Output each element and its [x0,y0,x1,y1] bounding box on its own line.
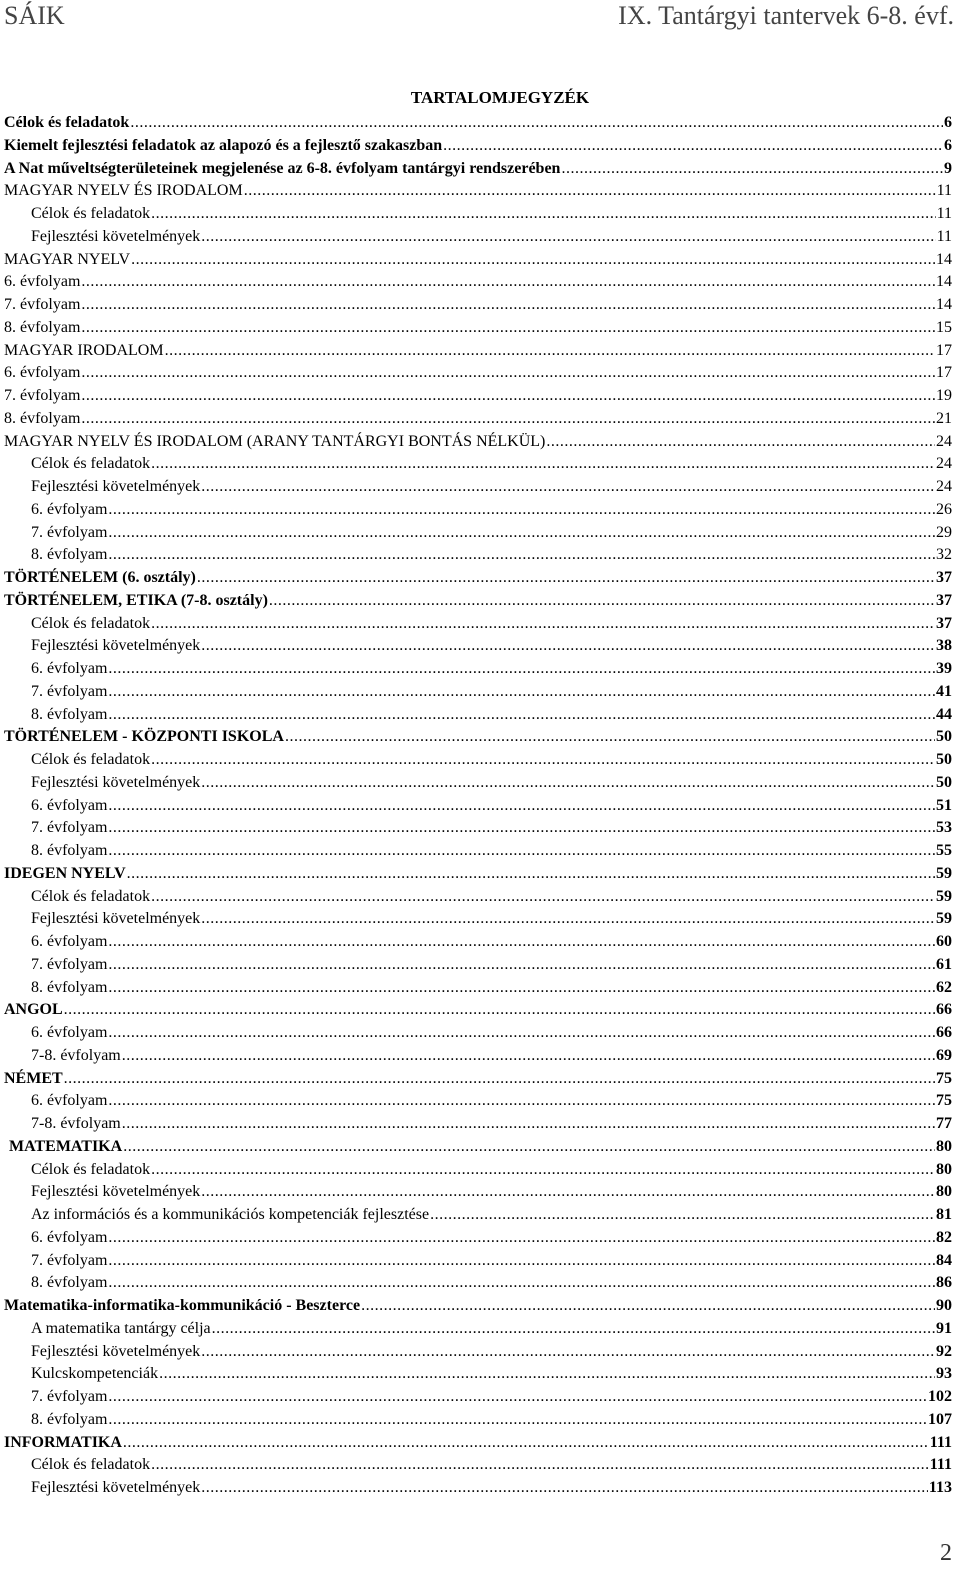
toc-leader-dots [108,704,935,726]
toc-entry-label: Kiemelt fejlesztési feladatok az alapozó és a fejlesztő szakaszban [4,136,443,154]
toc-leader-dots [108,1272,935,1294]
toc-leader-dots [122,1113,935,1135]
toc-entry[interactable] [4,795,952,818]
toc-entry-page: 11 [936,205,952,222]
toc-entry-page: 80 [936,1183,952,1201]
toc-entry-page: 113 [928,1479,952,1496]
toc-entry-label: 6. évfolyam [4,364,81,382]
toc-entry[interactable] [4,112,952,135]
toc-entry[interactable] [4,1477,952,1500]
toc-entry[interactable] [4,249,952,272]
toc-entry[interactable] [4,476,952,499]
toc-entry[interactable] [4,886,952,909]
toc-entry-page: 41 [936,682,952,700]
toc-entry-page: 37 [936,569,952,586]
toc-entry-label: MAGYAR NYELV ÉS IRODALOM (ARANY TANTÁRGYI BONTÁS NÉLKÜL) [4,432,546,450]
toc-entry[interactable] [4,863,952,886]
toc-entry[interactable] [4,1090,952,1113]
toc-leader-dots [108,1227,935,1249]
toc-entry[interactable] [4,1204,952,1227]
toc-entry[interactable] [4,271,952,294]
header-right-title: IX. Tantárgyi tantervek 6-8. évf. [618,1,954,30]
toc-entry[interactable] [4,1113,952,1136]
toc-entry-page: 81 [936,1206,952,1223]
toc-entry[interactable] [4,1295,952,1318]
toc-entry-page: 80 [936,1160,952,1178]
toc-leader-dots [201,908,935,930]
toc-entry[interactable] [4,977,952,1000]
toc-leader-dots [81,408,935,430]
toc-entry[interactable] [4,385,952,408]
toc-entry[interactable] [4,817,952,840]
toc-entry-label: A Nat műveltségterületeinek megjelenése az 6-8. évfolyam tantárgyi rendszerében [4,159,561,177]
toc-entry[interactable] [4,954,952,977]
toc-entry[interactable] [4,408,952,431]
toc-entry-page: 92 [936,1342,952,1360]
toc-entry-page: 111 [929,1433,952,1451]
toc-entry[interactable] [4,294,952,317]
toc-entry-label: Fejlesztési követelmények [31,910,201,928]
toc-leader-dots [123,1136,935,1158]
toc-entry-page: 84 [936,1251,952,1269]
toc-leader-dots [108,1022,935,1044]
toc-leader-dots [244,180,936,202]
toc-entry-page: 82 [936,1228,952,1246]
toc-entry[interactable] [4,1432,952,1455]
toc-leader-dots [81,362,935,384]
toc-title: TARTALOMJEGYZÉK [410,88,590,107]
toc-leader-dots [108,795,935,817]
toc-entry[interactable] [4,772,952,795]
toc-leader-dots [108,1250,935,1272]
toc-entry[interactable] [4,1181,952,1204]
toc-leader-dots [201,226,935,248]
toc-entry[interactable] [4,681,952,704]
toc-leader-dots [81,317,935,339]
toc-leader-dots [151,1159,935,1181]
toc-entry[interactable] [4,180,952,203]
toc-entry-page: 59 [936,864,952,882]
toc-leader-dots [108,522,935,544]
toc-leader-dots [151,749,935,771]
toc-leader-dots [108,658,935,680]
toc-entry-label: 6. évfolyam [31,1092,108,1110]
toc-entry-label: 6. évfolyam [31,1228,108,1246]
toc-leader-dots [201,635,935,657]
toc-leader-dots [81,294,935,316]
toc-leader-dots [108,1386,927,1408]
toc-entry[interactable] [4,340,952,363]
toc-entry[interactable] [4,1386,952,1409]
toc-entry[interactable] [4,1068,952,1091]
toc-entry[interactable] [4,704,952,727]
toc-leader-dots [131,249,935,271]
toc-entry-label: 6. évfolyam [31,933,108,950]
toc-leader-dots [81,385,935,407]
toc-entry-page: 9 [944,159,952,177]
toc-leader-dots [201,772,935,794]
toc-entry[interactable] [4,453,952,476]
toc-entry-page: 66 [936,1001,952,1019]
toc-entry-label: 7. évfolyam [31,1251,108,1269]
toc-entry[interactable] [4,1250,952,1273]
toc-entry-page: 111 [929,1456,952,1474]
toc-entry-page: 44 [936,705,952,723]
toc-leader-dots [546,431,935,453]
toc-entry[interactable] [4,908,952,931]
toc-entry-page: 50 [936,728,952,746]
toc-entry-page: 24 [936,455,952,473]
toc-entry[interactable] [4,1159,952,1182]
toc-entry[interactable] [4,1318,952,1341]
toc-entry[interactable] [4,203,952,226]
toc-entry-label: ANGOL [4,1001,63,1019]
toc-leader-dots [151,886,935,908]
toc-entry[interactable] [4,1363,952,1386]
toc-entry[interactable] [4,362,952,385]
toc-entry[interactable] [4,635,952,658]
toc-entry-label: TÖRTÉNELEM (6. osztály) [4,569,196,586]
toc-leader-dots [201,1341,935,1363]
toc-entry-page: 86 [936,1274,952,1292]
toc-entry-page: 15 [936,318,952,336]
page-number: 2 [940,1540,952,1566]
toc-entry[interactable] [4,317,952,340]
toc-entry-label: MAGYAR NYELV ÉS IRODALOM [4,182,243,200]
toc-leader-dots [151,613,935,635]
toc-entry[interactable] [4,499,952,522]
toc-entry-label: 7. évfolyam [31,523,108,541]
toc-entry-label: 8. évfolyam [31,842,108,859]
toc-entry[interactable] [4,1454,952,1477]
toc-entry-label: Célok és feladatok [31,614,151,632]
toc-entry-label: INFORMATIKA [4,1433,122,1451]
toc-entry-page: 53 [936,819,952,837]
toc-entry-page: 77 [936,1115,952,1132]
toc-entry[interactable] [4,931,952,954]
toc-entry[interactable] [4,431,952,454]
toc-leader-dots [285,726,935,748]
toc-entry-label: Célok és feladatok [31,887,151,905]
toc-leader-dots [130,112,943,134]
toc-entry-label: Fejlesztési követelmények [31,773,201,791]
toc-leader-dots [108,544,935,566]
toc-entry-page: 21 [936,409,952,427]
toc-entry[interactable] [4,1409,952,1432]
toc-leader-dots [108,954,935,976]
toc-leader-dots [81,271,935,293]
toc-entry-label: Fejlesztési követelmények [31,227,201,245]
toc-entry-page: 60 [936,933,952,950]
toc-entry-label: Kulcskompetenciák [31,1365,159,1383]
toc-entry-page: 50 [936,751,952,768]
toc-entry-page: 17 [936,341,952,359]
toc-entry[interactable] [4,1227,952,1250]
toc-entry-page: 17 [936,364,952,382]
toc-entry-label: 7. évfolyam [4,296,81,313]
toc-entry[interactable] [4,522,952,545]
toc-entry-page: 32 [936,546,952,564]
toc-entry-page: 93 [936,1365,952,1383]
toc-entry-page: 75 [936,1092,952,1110]
toc-entry-label: 7. évfolyam [31,682,108,700]
toc-leader-dots [108,1090,935,1112]
toc-entry-label: 8. évfolyam [31,978,108,996]
toc-entry-label: Az információs és a kommunikációs kompetenciák fejlesztése [31,1206,430,1223]
toc-entry-label: MAGYAR IRODALOM [4,341,164,359]
toc-entry[interactable] [4,658,952,681]
toc-leader-dots [64,1068,935,1090]
toc-leader-dots [165,340,935,362]
toc-entry-page: 14 [936,296,952,313]
toc-entry-label: Célok és feladatok [31,205,151,222]
toc-entry-label: 7. évfolyam [31,819,108,837]
toc-entry-page: 107 [928,1410,952,1428]
toc-entry-label: 8. évfolyam [4,409,81,427]
toc-entry[interactable] [4,749,952,772]
toc-entry-page: 55 [936,842,952,859]
toc-entry[interactable] [4,1022,952,1045]
toc-entry-label: 6. évfolyam [31,500,108,518]
toc-leader-dots [108,977,935,999]
toc-entry-page: 6 [944,114,952,131]
toc-leader-dots [212,1318,935,1340]
toc-entry-page: 37 [936,591,952,609]
toc-entry-page: 90 [936,1297,952,1314]
toc-entry[interactable] [4,1272,952,1295]
toc-entry-label: MAGYAR NYELV [4,250,131,268]
toc-leader-dots [159,1363,935,1385]
toc-entry-page: 51 [936,796,952,814]
toc-entry-page: 59 [936,887,952,905]
toc-leader-dots [443,135,943,157]
toc-entry-page: 61 [936,955,952,973]
table-of-contents [4,112,952,1500]
toc-entry-page: 62 [936,978,952,996]
toc-entry-label: Célok és feladatok [31,751,151,768]
toc-leader-dots [361,1295,935,1317]
toc-entry-label: TÖRTÉNELEM, ETIKA (7-8. osztály) [4,591,268,609]
toc-entry-label: Fejlesztési követelmények [31,637,201,655]
toc-leader-dots [430,1204,935,1226]
toc-entry[interactable] [4,840,952,863]
toc-entry-label: 6. évfolyam [31,660,108,677]
toc-entry-page: 11 [936,227,952,245]
toc-entry[interactable] [4,726,952,749]
toc-entry-page: 50 [936,773,952,791]
toc-leader-dots [197,567,935,589]
toc-entry-label: Célok és feladatok [31,1456,151,1474]
toc-entry-label: TÖRTÉNELEM - KÖZPONTI ISKOLA [4,728,284,746]
toc-entry-label: Célok és feladatok [31,455,151,473]
toc-leader-dots [108,840,935,862]
toc-entry[interactable] [4,158,952,181]
toc-entry[interactable] [4,999,952,1022]
toc-entry-label: 7. évfolyam [4,387,81,404]
toc-entry-label: 7. évfolyam [31,955,108,973]
header-left-title: SÁIK [4,1,65,30]
toc-leader-dots [201,476,935,498]
toc-entry[interactable] [4,1045,952,1068]
toc-entry[interactable] [4,590,952,613]
toc-leader-dots [122,1045,935,1067]
toc-entry-page: 102 [928,1388,952,1405]
toc-leader-dots [561,158,943,180]
toc-entry[interactable] [4,226,952,249]
toc-entry[interactable] [4,544,952,567]
toc-leader-dots [108,499,935,521]
toc-entry-page: 75 [936,1069,952,1087]
toc-leader-dots [269,590,935,612]
toc-leader-dots [201,1477,928,1499]
toc-entry[interactable] [4,567,952,590]
toc-entry[interactable] [4,1341,952,1364]
toc-entry-page: 14 [936,273,952,291]
toc-leader-dots [108,1409,927,1431]
toc-entry[interactable] [4,135,952,158]
toc-entry-page: 29 [936,523,952,541]
toc-entry-label: Fejlesztési követelmények [31,1479,201,1496]
toc-entry[interactable] [4,1136,952,1159]
toc-leader-dots [108,817,935,839]
toc-entry-label: 8. évfolyam [31,1274,108,1292]
toc-entry-label: Fejlesztési követelmények [31,1342,201,1360]
toc-leader-dots [108,681,935,703]
toc-entry-label: 7. évfolyam [31,1388,108,1405]
toc-entry-page: 66 [936,1024,952,1041]
toc-entry-label: 7-8. évfolyam [31,1115,121,1132]
toc-leader-dots [151,203,936,225]
toc-entry-page: 38 [936,637,952,655]
toc-leader-dots [201,1181,935,1203]
toc-entry-page: 26 [936,500,952,518]
toc-entry-label: A matematika tantárgy célja [31,1319,211,1337]
toc-entry-label: Matematika-informatika-kommunikáció - Beszterce [4,1297,361,1314]
toc-entry-label: Fejlesztési követelmények [31,478,201,495]
toc-entry-page: 59 [936,910,952,928]
toc-entry-label: 6. évfolyam [31,1024,108,1041]
toc-entry-page: 24 [936,432,952,450]
toc-entry-page: 24 [936,478,952,495]
toc-leader-dots [151,1454,929,1476]
toc-entry-page: 19 [936,387,952,404]
toc-entry-label: 8. évfolyam [4,318,81,336]
toc-entry-label: 8. évfolyam [31,546,108,564]
toc-leader-dots [108,931,935,953]
toc-entry-label: IDEGEN NYELV [4,864,126,882]
toc-entry-label: 6. évfolyam [4,273,81,291]
toc-entry-label: Fejlesztési követelmények [31,1183,201,1201]
toc-entry-page: 37 [936,614,952,632]
toc-leader-dots [151,453,935,475]
toc-entry-page: 11 [936,182,952,200]
toc-leader-dots [127,863,935,885]
toc-entry-label: Célok és feladatok [4,114,130,131]
toc-entry-page: 69 [936,1046,952,1064]
toc-entry-label: 8. évfolyam [31,705,108,723]
toc-entry-label: 7-8. évfolyam [31,1046,121,1064]
toc-entry-label: 8. évfolyam [31,1410,108,1428]
toc-leader-dots [123,1432,929,1454]
toc-entry-page: 14 [936,250,952,268]
toc-entry-label: NÉMET [4,1069,63,1087]
toc-entry-label: 6. évfolyam [31,796,108,814]
toc-entry-label: Célok és feladatok [31,1160,151,1178]
toc-entry-page: 39 [936,660,952,677]
toc-leader-dots [64,999,935,1021]
toc-entry[interactable] [4,613,952,636]
toc-entry-label: MATEMATIKA [9,1137,123,1155]
toc-entry-page: 80 [936,1137,952,1155]
toc-entry-page: 91 [936,1319,952,1337]
toc-entry-page: 6 [944,136,952,154]
